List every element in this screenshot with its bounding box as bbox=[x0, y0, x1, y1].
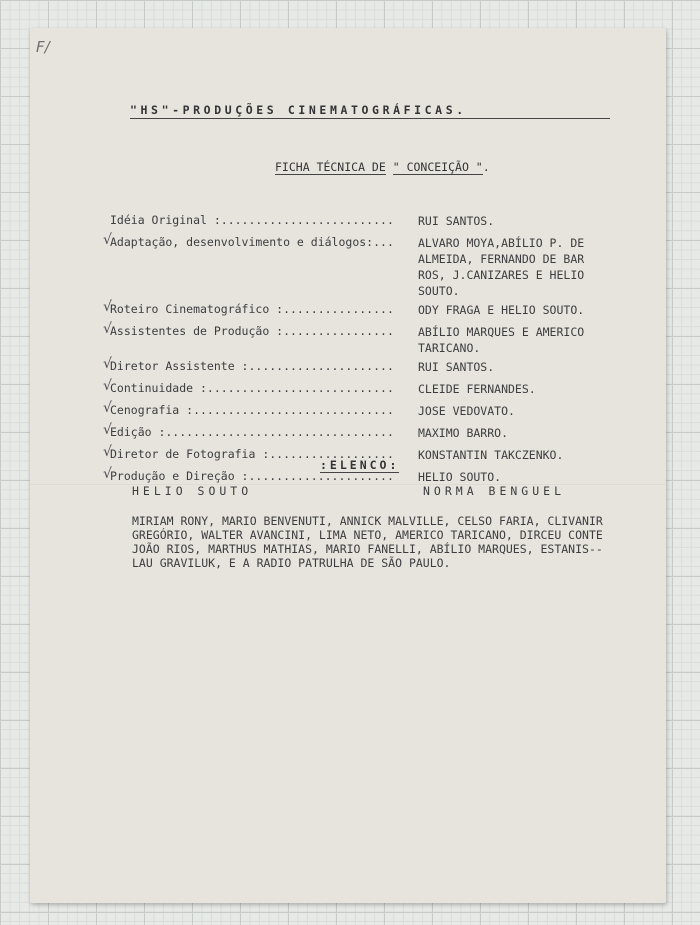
credit-person-line: ODY FRAGA E HELIO SOUTO. bbox=[418, 303, 585, 317]
company-heading: "HS"-PRODUÇÕES CINEMATOGRÁFICAS. bbox=[130, 103, 610, 119]
check-mark-icon: √ bbox=[103, 356, 112, 372]
subheading-period: . bbox=[482, 160, 490, 174]
check-mark-icon: √ bbox=[103, 321, 112, 337]
check-mark-icon: √ bbox=[103, 232, 112, 248]
lead-actor-right: NORMA BENGUEL bbox=[423, 484, 566, 498]
credit-role: Roteiro Cinematográfico :................ bbox=[110, 302, 394, 316]
credit-people bbox=[418, 359, 618, 375]
credit-people bbox=[418, 324, 618, 356]
credit-row bbox=[103, 299, 650, 321]
credit-people bbox=[418, 469, 618, 485]
typed-document-sheet bbox=[30, 28, 666, 903]
credit-role: Cenografia :............................. bbox=[110, 403, 394, 417]
credit-person-line: JOSE VEDOVATO. bbox=[418, 404, 515, 418]
credit-person-line: RUI SANTOS. bbox=[418, 360, 495, 374]
credit-people bbox=[418, 403, 618, 419]
cast-line: JOÃO RIOS, MARTHUS MATHIAS, MARIO FANELLI, ABÍLIO MARQUES, ESTANIS-- bbox=[132, 542, 603, 556]
credit-row bbox=[110, 213, 650, 232]
credit-person-line: CLEIDE FERNANDES. bbox=[418, 382, 536, 396]
credit-person-line: MAXIMO BARRO. bbox=[418, 426, 509, 440]
credit-people bbox=[418, 447, 618, 463]
credit-person-line: HELIO SOUTO. bbox=[418, 470, 502, 484]
credit-people bbox=[418, 213, 618, 229]
credit-person-line: TARICANO. bbox=[418, 341, 481, 355]
check-mark-icon: √ bbox=[103, 299, 112, 315]
check-mark-icon: √ bbox=[103, 422, 112, 438]
credit-row bbox=[103, 356, 650, 378]
check-mark-icon: √ bbox=[103, 466, 112, 482]
cast-heading-text: :ELENCO: bbox=[320, 458, 400, 472]
credit-person-line: ALVARO MOYA,ABÍLIO P. DE bbox=[418, 236, 585, 250]
credit-people bbox=[418, 235, 618, 299]
check-mark-icon: √ bbox=[103, 444, 112, 460]
credits-list bbox=[103, 213, 650, 491]
credit-person-line: SOUTO. bbox=[418, 284, 460, 298]
credit-person-line: ROS, J.CANIZARES E HELIO bbox=[418, 268, 585, 282]
credit-role: Idéia Original :......................... bbox=[110, 213, 394, 227]
credit-row bbox=[103, 400, 650, 422]
sheet-subheading bbox=[275, 160, 490, 174]
credit-people bbox=[418, 302, 618, 318]
credit-role: Continuidade :........................... bbox=[110, 381, 394, 395]
film-title: " CONCEIÇÃO " bbox=[392, 160, 483, 174]
credit-role: Diretor de Fotografia :.................. bbox=[110, 447, 394, 461]
credit-people bbox=[418, 381, 618, 397]
subheading-label: FICHA TÉCNICA DE bbox=[275, 160, 386, 174]
check-mark-icon: √ bbox=[103, 378, 112, 394]
credit-role: Produção e Direção :..................... bbox=[110, 469, 394, 483]
check-mark-icon: √ bbox=[103, 400, 112, 416]
credit-person-line: KONSTANTIN TAKCZENKO. bbox=[418, 448, 564, 462]
lead-actor-left: HELIO SOUTO bbox=[132, 484, 253, 498]
credit-role: Assistentes de Produção :................ bbox=[110, 324, 394, 338]
credit-person-line: ALMEIDA, FERNANDO DE BAR bbox=[418, 252, 585, 266]
credit-row bbox=[103, 422, 650, 444]
credit-role: Diretor Assistente :..................... bbox=[110, 359, 394, 373]
cast-line: GREGÓRIO, WALTER AVANCINI, LIMA NETO, AMERICO TARICANO, DIRCEU CONTE bbox=[132, 528, 603, 542]
credit-person-line: ABÍLIO MARQUES E AMERICO bbox=[418, 325, 585, 339]
credit-people bbox=[418, 425, 618, 441]
credit-row bbox=[103, 321, 650, 356]
credit-row bbox=[103, 232, 650, 299]
cast-heading bbox=[320, 458, 399, 472]
credit-role: Edição :................................. bbox=[110, 425, 394, 439]
cast-list bbox=[132, 514, 652, 570]
cast-line: LAU GRAVILUK, E A RADIO PATRULHA DE SÃO PAULO. bbox=[132, 556, 451, 570]
credit-row bbox=[103, 378, 650, 400]
credit-person-line: RUI SANTOS. bbox=[418, 214, 495, 228]
credit-role: Adaptação, desenvolvimento e diálogos:... bbox=[110, 235, 394, 249]
pencil-annotation: F/ bbox=[36, 38, 50, 56]
cast-line: MIRIAM RONY, MARIO BENVENUTI, ANNICK MALVILLE, CELSO FARIA, CLIVANIR bbox=[132, 514, 603, 528]
